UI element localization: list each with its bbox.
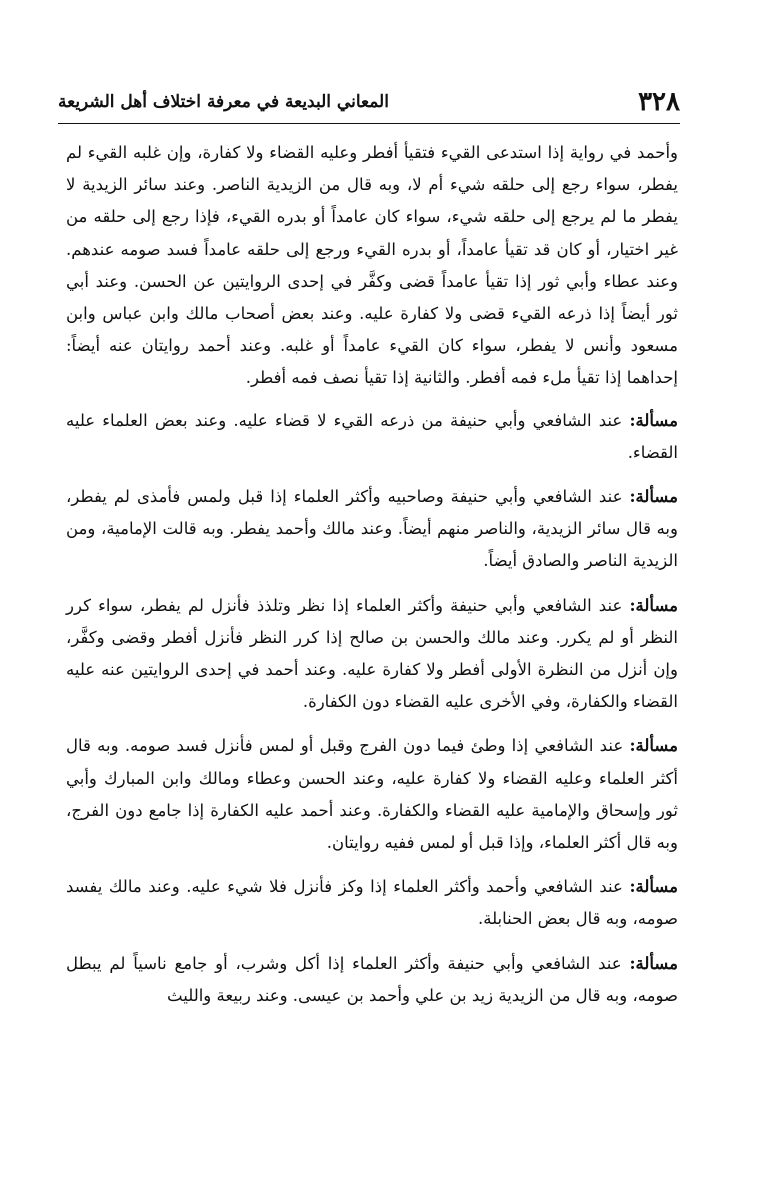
- issue-label: مسألة:: [629, 487, 678, 507]
- paragraph: [66, 948, 678, 1012]
- page-body: [66, 137, 678, 1024]
- paragraph-text: عند الشافعي إذا وطئ فيما دون الفرج وقبل أو لمس فأنزل فسد صومه. وبه قال أكثر العلماء وعليه القضاء ولا كفارة عليه، وعند الحسن وعطاء ومالك وابن المبارك وأبي ثور وإسحاق والإمامية عليه القضاء والكفارة. وعند أحمد عليه الكفارة إذا جامع دون الفرج، وبه قال أكثر العلماء، وإذا قبل أو لمس ففيه روايتان.: [66, 736, 678, 853]
- paragraph: [66, 871, 678, 935]
- issue-label: مسألة:: [629, 877, 678, 897]
- paragraph: [66, 481, 678, 578]
- issue-label: مسألة:: [629, 953, 678, 973]
- paragraph-text: عند الشافعي وأبي حنيفة من ذرعه القيء لا قضاء عليه. وعند بعض العلماء عليه القضاء.: [66, 410, 678, 462]
- issue-label: مسألة:: [629, 410, 678, 430]
- running-title: المعاني البديعة في معرفة اختلاف أهل الشريعة: [58, 92, 389, 112]
- paragraph: [66, 405, 678, 469]
- paragraph-text: عند الشافعي وأبي حنيفة وأكثر العلماء إذا أكل وشرب، أو جامع ناسياً لم يبطل صومه، وبه قال من الزيدية زيد بن علي وأحمد بن عيسى. وعند ربيعة والليث: [66, 953, 678, 1005]
- issue-label: مسألة:: [629, 595, 679, 615]
- header-divider: [58, 123, 680, 124]
- page-header: [58, 82, 680, 122]
- page-number: ٣٢٨: [638, 87, 680, 117]
- paragraph-text: عند الشافعي وأبي حنيفة وصاحبيه وأكثر العلماء إذا قبل ولمس فأمذى لم يفطر، وبه قال سائر الزيدية، والناصر منهم أيضاً. وعند مالك وأحمد يفطر. وبه قالت الإمامية، ومن الزيدية الناصر والصادق أيضاً.: [66, 487, 678, 571]
- paragraph: [66, 137, 678, 395]
- paragraph-text: عند الشافعي وأبي حنيفة وأكثر العلماء إذا نظر وتلذذ فأنزل لم يفطر، سواء كرر النظر أو لم يكرر. وعند مالك والحسن بن صالح إذا كرر النظر فأنزل أفطر وقضى وكفَّر، وإن أنزل من النظرة الأولى أفطر ولا كفارة عليه. وعند أحمد في إحدى الروايتين عنه عليه القضاء والكفارة، وفي الأخرى عليه القضاء دون الكفارة.: [66, 595, 678, 712]
- issue-label: مسألة:: [629, 736, 678, 756]
- paragraph: [66, 730, 678, 859]
- paragraph-text: عند الشافعي وأحمد وأكثر العلماء إذا وكز فأنزل فلا شيء عليه. وعند مالك يفسد صومه، وبه قال بعض الحنابلة.: [66, 877, 678, 929]
- paragraph-text: وأحمد في رواية إذا استدعى القيء فتقيأ أفطر وعليه القضاء ولا كفارة، وإن غلبه القيء لم يفطر، سواء رجع إلى حلقه شيء أم لا، وبه قال من الزيدية الناصر. وعند سائر الزيدية لا يفطر ما لم يرجع إلى حلقه شيء، سواء كان عامداً أو بدره القيء، فإذا رجع إلى حلقه من غير اختيار، أو كان قد تقيأ عامداً، أو بدره القيء ورجع إلى حلقه عامداً فسد صومه عندهم. وعند عطاء وأبي ثور إذا تقيأ عامداً قضى وكفَّر في إحدى الروايتين عن الحسن. وعند أبي ثور أيضاً إذا ذرعه القيء قضى ولا كفارة عليه. وعند بعض أصحاب مالك وابن عباس وابن مسعود وأنس لا يفطر، سواء كان القيء عامداً أو غلبه. وعند أحمد روايتان عنه أيضاً: إحداهما إذا تقيأ ملء فمه أفطر. والثانية إذا تقيأ نصف فمه أفطر.: [66, 143, 678, 388]
- paragraph: [66, 590, 678, 719]
